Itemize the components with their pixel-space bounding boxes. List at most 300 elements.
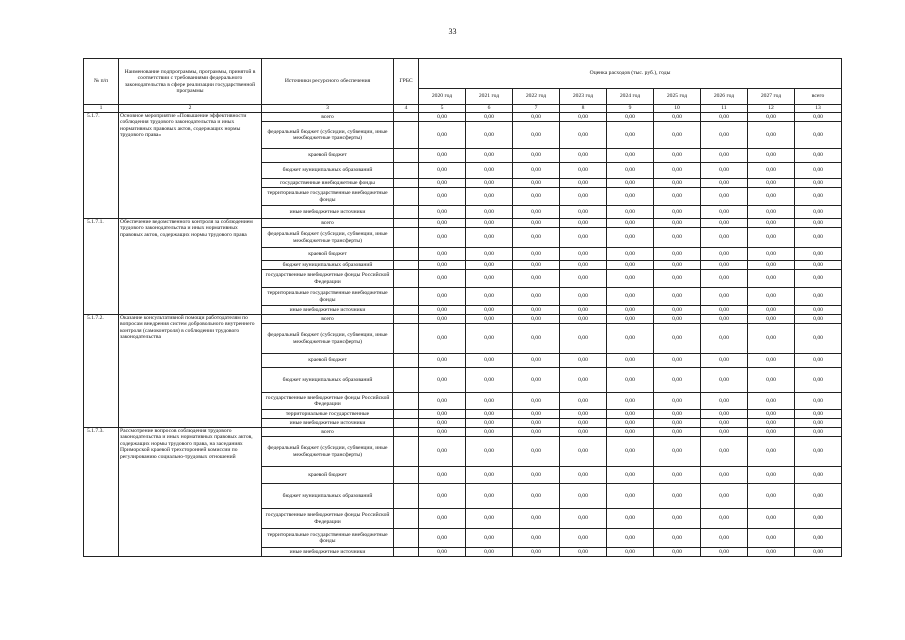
value-cell: 0,00 — [654, 179, 701, 188]
value-cell: 0,00 — [748, 261, 795, 270]
funding-source: иные внебюджетные источники — [262, 206, 394, 219]
value-cell: 0,00 — [513, 261, 560, 270]
activity-name: Оказание консультативной помощи работодателям по вопросам внедрения систем добровольного внутреннего контроля (самоконтроля) в соблюдении трудового законодательства — [119, 315, 262, 428]
value-cell: 0,00 — [419, 163, 466, 179]
value-cell: 0,00 — [513, 548, 560, 557]
funding-source: федеральный бюджет (субсидии, субвенции, иные межбюджетные трансферты) — [262, 437, 394, 467]
grbs-cell — [394, 467, 419, 484]
value-cell: 0,00 — [607, 113, 654, 122]
header-year: 2022 год — [513, 89, 560, 105]
total-cell: 0,00 — [795, 179, 842, 188]
value-cell: 0,00 — [607, 122, 654, 149]
value-cell: 0,00 — [419, 219, 466, 228]
value-cell: 0,00 — [513, 419, 560, 428]
column-number: 6 — [466, 105, 513, 113]
value-cell: 0,00 — [560, 484, 607, 509]
grbs-cell — [394, 324, 419, 354]
value-cell: 0,00 — [748, 149, 795, 163]
value-cell: 0,00 — [701, 219, 748, 228]
value-cell: 0,00 — [748, 529, 795, 548]
value-cell: 0,00 — [466, 509, 513, 529]
grbs-cell — [394, 306, 419, 315]
funding-source: территориальные государственные внебюджетные фонды — [262, 188, 394, 206]
value-cell: 0,00 — [701, 288, 748, 306]
value-cell: 0,00 — [701, 113, 748, 122]
value-cell: 0,00 — [701, 270, 748, 288]
value-cell: 0,00 — [654, 188, 701, 206]
value-cell: 0,00 — [607, 270, 654, 288]
value-cell: 0,00 — [748, 437, 795, 467]
value-cell: 0,00 — [560, 529, 607, 548]
column-number: 11 — [701, 105, 748, 113]
value-cell: 0,00 — [466, 419, 513, 428]
total-cell: 0,00 — [795, 206, 842, 219]
value-cell: 0,00 — [513, 484, 560, 509]
value-cell: 0,00 — [560, 288, 607, 306]
grbs-cell — [394, 149, 419, 163]
value-cell: 0,00 — [748, 368, 795, 393]
value-cell: 0,00 — [607, 306, 654, 315]
row-index: 5.1.7.3. — [84, 428, 119, 557]
total-cell: 0,00 — [795, 248, 842, 261]
value-cell: 0,00 — [513, 410, 560, 419]
value-cell: 0,00 — [654, 393, 701, 410]
value-cell: 0,00 — [466, 188, 513, 206]
value-cell: 0,00 — [654, 410, 701, 419]
funding-source: государственные внебюджетные фонды Российской Федерации — [262, 393, 394, 410]
value-cell: 0,00 — [419, 354, 466, 368]
value-cell: 0,00 — [560, 122, 607, 149]
value-cell: 0,00 — [560, 149, 607, 163]
table-row — [84, 428, 842, 437]
grbs-cell — [394, 248, 419, 261]
grbs-cell — [394, 410, 419, 419]
value-cell: 0,00 — [701, 368, 748, 393]
value-cell: 0,00 — [701, 410, 748, 419]
total-cell: 0,00 — [795, 484, 842, 509]
value-cell: 0,00 — [419, 188, 466, 206]
value-cell: 0,00 — [560, 163, 607, 179]
value-cell: 0,00 — [560, 437, 607, 467]
column-number: 7 — [513, 105, 560, 113]
value-cell: 0,00 — [466, 529, 513, 548]
value-cell: 0,00 — [513, 428, 560, 437]
value-cell: 0,00 — [607, 410, 654, 419]
grbs-cell — [394, 315, 419, 324]
header-year: 2020 год — [419, 89, 466, 105]
column-number: 4 — [394, 105, 419, 113]
value-cell: 0,00 — [419, 306, 466, 315]
grbs-cell — [394, 261, 419, 270]
value-cell: 0,00 — [654, 368, 701, 393]
value-cell: 0,00 — [560, 368, 607, 393]
grbs-cell — [394, 219, 419, 228]
value-cell: 0,00 — [513, 354, 560, 368]
value-cell: 0,00 — [466, 149, 513, 163]
total-cell: 0,00 — [795, 428, 842, 437]
value-cell: 0,00 — [654, 484, 701, 509]
value-cell: 0,00 — [607, 529, 654, 548]
value-cell: 0,00 — [466, 179, 513, 188]
value-cell: 0,00 — [419, 324, 466, 354]
value-cell: 0,00 — [654, 288, 701, 306]
value-cell: 0,00 — [607, 179, 654, 188]
value-cell: 0,00 — [419, 529, 466, 548]
value-cell: 0,00 — [701, 306, 748, 315]
value-cell: 0,00 — [560, 315, 607, 324]
value-cell: 0,00 — [513, 288, 560, 306]
grbs-cell — [394, 163, 419, 179]
value-cell: 0,00 — [466, 467, 513, 484]
value-cell: 0,00 — [654, 467, 701, 484]
value-cell: 0,00 — [513, 306, 560, 315]
column-number: 1 — [84, 105, 119, 113]
value-cell: 0,00 — [748, 288, 795, 306]
value-cell: 0,00 — [701, 315, 748, 324]
header-name: Наименование подпрограммы, программы, принятой в соответствии с требованиями федерального законодательства в сфере реализации государственной программы — [119, 59, 262, 105]
total-cell: 0,00 — [795, 261, 842, 270]
total-cell: 0,00 — [795, 393, 842, 410]
value-cell: 0,00 — [607, 248, 654, 261]
total-cell: 0,00 — [795, 467, 842, 484]
value-cell: 0,00 — [560, 219, 607, 228]
value-cell: 0,00 — [748, 122, 795, 149]
value-cell: 0,00 — [748, 324, 795, 354]
value-cell: 0,00 — [560, 179, 607, 188]
value-cell: 0,00 — [748, 306, 795, 315]
total-cell: 0,00 — [795, 113, 842, 122]
value-cell: 0,00 — [654, 509, 701, 529]
header-year: 2026 год — [701, 89, 748, 105]
total-cell: 0,00 — [795, 228, 842, 248]
activity-name: Рассмотрение вопросов соблюдения трудового законодательства и иных нормативных правовых актов, содержащих нормы трудового права, на заседаниях Приморской краевой трехсторонней комиссии по регулированию социально-трудовых отношений — [119, 428, 262, 557]
value-cell: 0,00 — [607, 548, 654, 557]
funding-source: территориальные государственные внебюджетные фонды — [262, 529, 394, 548]
row-index: 5.1.7.1. — [84, 219, 119, 315]
value-cell: 0,00 — [419, 548, 466, 557]
grbs-cell — [394, 206, 419, 219]
funding-source: иные внебюджетные источники — [262, 548, 394, 557]
value-cell: 0,00 — [513, 248, 560, 261]
value-cell: 0,00 — [466, 219, 513, 228]
value-cell: 0,00 — [701, 354, 748, 368]
value-cell: 0,00 — [466, 122, 513, 149]
value-cell: 0,00 — [607, 419, 654, 428]
value-cell: 0,00 — [607, 393, 654, 410]
funding-source: государственные внебюджетные фонды — [262, 179, 394, 188]
value-cell: 0,00 — [701, 548, 748, 557]
table-row — [84, 113, 842, 122]
value-cell: 0,00 — [701, 467, 748, 484]
value-cell: 0,00 — [654, 354, 701, 368]
value-cell: 0,00 — [560, 354, 607, 368]
value-cell: 0,00 — [466, 306, 513, 315]
value-cell: 0,00 — [419, 149, 466, 163]
value-cell: 0,00 — [701, 122, 748, 149]
value-cell: 0,00 — [419, 261, 466, 270]
funding-source: краевой бюджет — [262, 354, 394, 368]
value-cell: 0,00 — [701, 509, 748, 529]
value-cell: 0,00 — [654, 324, 701, 354]
value-cell: 0,00 — [748, 428, 795, 437]
total-cell: 0,00 — [795, 529, 842, 548]
value-cell: 0,00 — [701, 261, 748, 270]
value-cell: 0,00 — [748, 393, 795, 410]
value-cell: 0,00 — [748, 315, 795, 324]
value-cell: 0,00 — [466, 163, 513, 179]
header-total: всего — [795, 89, 842, 105]
column-number: 13 — [795, 105, 842, 113]
grbs-cell — [394, 179, 419, 188]
grbs-cell — [394, 354, 419, 368]
funding-source: всего — [262, 113, 394, 122]
grbs-cell — [394, 484, 419, 509]
value-cell: 0,00 — [466, 428, 513, 437]
funding-source: территориальные государственные — [262, 410, 394, 419]
header-year: 2025 год — [654, 89, 701, 105]
value-cell: 0,00 — [513, 270, 560, 288]
total-cell: 0,00 — [795, 163, 842, 179]
value-cell: 0,00 — [419, 509, 466, 529]
value-cell: 0,00 — [560, 261, 607, 270]
column-number: 9 — [607, 105, 654, 113]
value-cell: 0,00 — [466, 484, 513, 509]
total-cell: 0,00 — [795, 315, 842, 324]
header-year: 2024 год — [607, 89, 654, 105]
value-cell: 0,00 — [513, 179, 560, 188]
value-cell: 0,00 — [466, 270, 513, 288]
value-cell: 0,00 — [560, 206, 607, 219]
total-cell: 0,00 — [795, 368, 842, 393]
grbs-cell — [394, 122, 419, 149]
value-cell: 0,00 — [513, 467, 560, 484]
value-cell: 0,00 — [419, 437, 466, 467]
table-row — [84, 315, 842, 324]
value-cell: 0,00 — [654, 113, 701, 122]
funding-source: бюджет муниципальных образований — [262, 261, 394, 270]
funding-source: бюджет муниципальных образований — [262, 484, 394, 509]
value-cell: 0,00 — [513, 206, 560, 219]
grbs-cell — [394, 509, 419, 529]
value-cell: 0,00 — [466, 315, 513, 324]
total-cell: 0,00 — [795, 354, 842, 368]
value-cell: 0,00 — [419, 467, 466, 484]
value-cell: 0,00 — [701, 529, 748, 548]
value-cell: 0,00 — [701, 428, 748, 437]
value-cell: 0,00 — [419, 419, 466, 428]
total-cell: 0,00 — [795, 188, 842, 206]
value-cell: 0,00 — [560, 113, 607, 122]
value-cell: 0,00 — [419, 113, 466, 122]
value-cell: 0,00 — [466, 410, 513, 419]
value-cell: 0,00 — [607, 437, 654, 467]
value-cell: 0,00 — [560, 324, 607, 354]
total-cell: 0,00 — [795, 548, 842, 557]
value-cell: 0,00 — [607, 354, 654, 368]
value-cell: 0,00 — [607, 206, 654, 219]
funding-source: иные внебюджетные источники — [262, 306, 394, 315]
value-cell: 0,00 — [607, 219, 654, 228]
value-cell: 0,00 — [419, 122, 466, 149]
value-cell: 0,00 — [748, 188, 795, 206]
table-body — [84, 113, 842, 557]
value-cell: 0,00 — [748, 179, 795, 188]
value-cell: 0,00 — [607, 149, 654, 163]
funding-source: всего — [262, 428, 394, 437]
value-cell: 0,00 — [654, 163, 701, 179]
value-cell: 0,00 — [748, 163, 795, 179]
value-cell: 0,00 — [466, 368, 513, 393]
value-cell: 0,00 — [607, 324, 654, 354]
value-cell: 0,00 — [701, 484, 748, 509]
value-cell: 0,00 — [560, 410, 607, 419]
funding-source: государственные внебюджетные фонды Российской Федерации — [262, 270, 394, 288]
grbs-cell — [394, 113, 419, 122]
value-cell: 0,00 — [654, 149, 701, 163]
funding-source: федеральный бюджет (субсидии, субвенции, иные межбюджетные трансферты) — [262, 324, 394, 354]
funding-source: федеральный бюджет (субсидии, субвенции, иные межбюджетные трансферты) — [262, 122, 394, 149]
total-cell: 0,00 — [795, 509, 842, 529]
table-header — [84, 59, 842, 113]
budget-table — [83, 58, 842, 557]
total-cell: 0,00 — [795, 122, 842, 149]
funding-source: бюджет муниципальных образований — [262, 368, 394, 393]
column-numbers-row — [84, 105, 842, 113]
value-cell: 0,00 — [419, 315, 466, 324]
value-cell: 0,00 — [419, 393, 466, 410]
value-cell: 0,00 — [513, 188, 560, 206]
total-cell: 0,00 — [795, 288, 842, 306]
value-cell: 0,00 — [466, 113, 513, 122]
column-number: 2 — [119, 105, 262, 113]
value-cell: 0,00 — [748, 354, 795, 368]
value-cell: 0,00 — [701, 324, 748, 354]
value-cell: 0,00 — [513, 368, 560, 393]
header-year: 2027 год — [748, 89, 795, 105]
header-year: 2023 год — [560, 89, 607, 105]
value-cell: 0,00 — [466, 248, 513, 261]
value-cell: 0,00 — [654, 548, 701, 557]
value-cell: 0,00 — [560, 428, 607, 437]
column-number: 3 — [262, 105, 394, 113]
value-cell: 0,00 — [748, 219, 795, 228]
value-cell: 0,00 — [701, 228, 748, 248]
grbs-cell — [394, 393, 419, 410]
value-cell: 0,00 — [513, 113, 560, 122]
value-cell: 0,00 — [654, 228, 701, 248]
header-num: № п/п — [84, 59, 119, 105]
value-cell: 0,00 — [560, 306, 607, 315]
value-cell: 0,00 — [607, 188, 654, 206]
value-cell: 0,00 — [513, 393, 560, 410]
grbs-cell — [394, 437, 419, 467]
value-cell: 0,00 — [466, 261, 513, 270]
total-cell: 0,00 — [795, 219, 842, 228]
funding-source: территориальные государственные внебюджетные фонды — [262, 288, 394, 306]
grbs-cell — [394, 529, 419, 548]
grbs-cell — [394, 428, 419, 437]
value-cell: 0,00 — [654, 437, 701, 467]
value-cell: 0,00 — [748, 228, 795, 248]
value-cell: 0,00 — [607, 261, 654, 270]
value-cell: 0,00 — [560, 188, 607, 206]
value-cell: 0,00 — [748, 419, 795, 428]
value-cell: 0,00 — [466, 393, 513, 410]
value-cell: 0,00 — [607, 467, 654, 484]
value-cell: 0,00 — [513, 324, 560, 354]
total-cell: 0,00 — [795, 149, 842, 163]
value-cell: 0,00 — [513, 529, 560, 548]
grbs-cell — [394, 419, 419, 428]
value-cell: 0,00 — [654, 206, 701, 219]
value-cell: 0,00 — [513, 122, 560, 149]
column-number: 12 — [748, 105, 795, 113]
value-cell: 0,00 — [701, 188, 748, 206]
value-cell: 0,00 — [419, 484, 466, 509]
value-cell: 0,00 — [701, 393, 748, 410]
value-cell: 0,00 — [419, 206, 466, 219]
value-cell: 0,00 — [654, 122, 701, 149]
value-cell: 0,00 — [748, 410, 795, 419]
value-cell: 0,00 — [701, 248, 748, 261]
value-cell: 0,00 — [419, 179, 466, 188]
value-cell: 0,00 — [654, 248, 701, 261]
column-number: 5 — [419, 105, 466, 113]
value-cell: 0,00 — [607, 315, 654, 324]
value-cell: 0,00 — [607, 428, 654, 437]
row-index: 5.1.7.2. — [84, 315, 119, 428]
value-cell: 0,00 — [701, 179, 748, 188]
value-cell: 0,00 — [654, 270, 701, 288]
activity-name: Основное мероприятие «Повышение эффективности соблюдения трудового законодательства и иных нормативных правовых актов, содержащих нормы трудового права» — [119, 113, 262, 219]
funding-source: краевой бюджет — [262, 248, 394, 261]
value-cell: 0,00 — [607, 163, 654, 179]
value-cell: 0,00 — [419, 410, 466, 419]
value-cell: 0,00 — [654, 219, 701, 228]
value-cell: 0,00 — [419, 270, 466, 288]
grbs-cell — [394, 228, 419, 248]
value-cell: 0,00 — [748, 509, 795, 529]
value-cell: 0,00 — [701, 419, 748, 428]
value-cell: 0,00 — [748, 113, 795, 122]
value-cell: 0,00 — [654, 419, 701, 428]
value-cell: 0,00 — [748, 467, 795, 484]
value-cell: 0,00 — [466, 228, 513, 248]
header-grbs: ГРБС — [394, 59, 419, 105]
value-cell: 0,00 — [466, 324, 513, 354]
value-cell: 0,00 — [654, 428, 701, 437]
header-year: 2021 год — [466, 89, 513, 105]
grbs-cell — [394, 188, 419, 206]
total-cell: 0,00 — [795, 437, 842, 467]
funding-source: краевой бюджет — [262, 467, 394, 484]
column-number: 8 — [560, 105, 607, 113]
column-number: 10 — [654, 105, 701, 113]
value-cell: 0,00 — [701, 206, 748, 219]
total-cell: 0,00 — [795, 324, 842, 354]
total-cell: 0,00 — [795, 306, 842, 315]
grbs-cell — [394, 548, 419, 557]
value-cell: 0,00 — [419, 368, 466, 393]
value-cell: 0,00 — [513, 509, 560, 529]
value-cell: 0,00 — [748, 206, 795, 219]
value-cell: 0,00 — [560, 393, 607, 410]
value-cell: 0,00 — [701, 163, 748, 179]
row-index: 5.1.7. — [84, 113, 119, 219]
value-cell: 0,00 — [560, 509, 607, 529]
value-cell: 0,00 — [560, 467, 607, 484]
value-cell: 0,00 — [701, 149, 748, 163]
